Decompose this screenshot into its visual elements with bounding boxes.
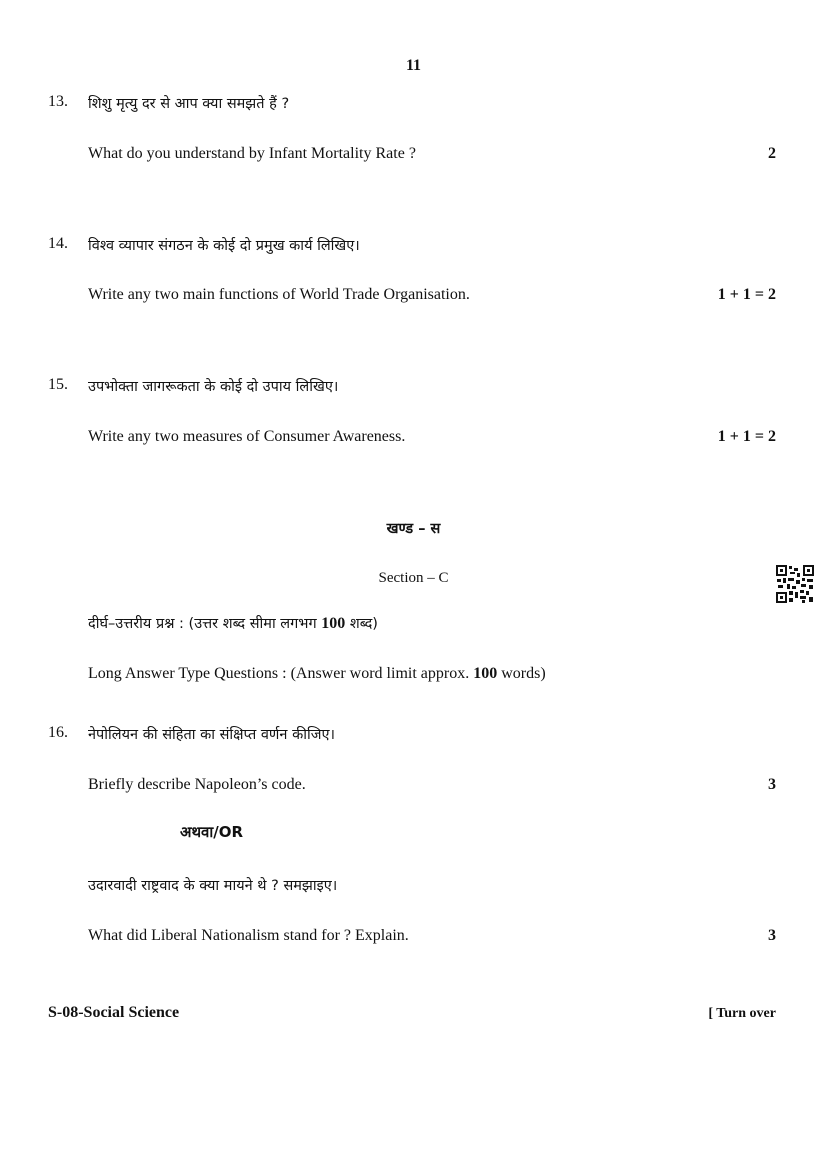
question-14-hindi: विश्व व्यापार संगठन के कोई दो प्रमुख कार्य लिखिए। bbox=[88, 238, 360, 254]
instr-en-word-limit: 100 bbox=[473, 665, 498, 682]
instr-hindi-suffix: शब्द) bbox=[345, 616, 378, 632]
question-16-alt-english: What did Liberal Nationalism stand for ? Explain. bbox=[88, 927, 409, 944]
question-13-marks: 2 bbox=[768, 145, 776, 162]
question-14-english: Write any two main functions of World Trade Organisation. bbox=[88, 286, 470, 303]
question-16-alt-marks: 3 bbox=[768, 927, 776, 944]
instr-hindi-text: दीर्घ–उत्तरीय प्रश्न : (उत्तर शब्द सीमा लगभग bbox=[88, 616, 322, 632]
section-instructions-hindi bbox=[88, 613, 378, 633]
section-heading-hindi: खण्ड – स bbox=[386, 521, 441, 537]
question-15-marks: 1 + 1 = 2 bbox=[717, 428, 776, 445]
question-15-number: 15. bbox=[48, 376, 68, 393]
question-15-english: Write any two measures of Consumer Awareness. bbox=[88, 428, 406, 445]
instr-en-text: Long Answer Type Questions : (Answer word limit approx. bbox=[88, 665, 474, 682]
question-16-english: Briefly describe Napoleon’s code. bbox=[88, 776, 306, 793]
question-16-marks: 3 bbox=[768, 776, 776, 793]
question-13-hindi: शिशु मृत्यु दर से आप क्या समझते हैं ? bbox=[88, 96, 290, 112]
question-16-alt-hindi: उदारवादी राष्ट्रवाद के क्या मायने थे ? समझाइए। bbox=[88, 878, 338, 894]
question-16-hindi: नेपोलियन की संहिता का संक्षिप्त वर्णन कीजिए। bbox=[88, 727, 335, 743]
or-label: अथवा/OR bbox=[180, 823, 244, 841]
question-14-number: 14. bbox=[48, 235, 68, 252]
footer-subject-code: S-08-Social Science bbox=[48, 1004, 180, 1021]
qr-code-icon bbox=[775, 564, 815, 604]
question-16-number: 16. bbox=[48, 724, 68, 741]
section-instructions-english bbox=[88, 665, 546, 683]
section-heading-english: Section – C bbox=[378, 570, 449, 586]
question-13-english: What do you understand by Infant Mortality Rate ? bbox=[88, 145, 416, 162]
question-15-hindi: उपभोक्ता जागरूकता के कोई दो उपाय लिखिए। bbox=[88, 379, 339, 395]
footer-turn-over: [ Turn over bbox=[708, 1006, 776, 1021]
question-14-marks: 1 + 1 = 2 bbox=[717, 286, 776, 303]
instr-hindi-word-limit: 100 bbox=[321, 615, 346, 632]
page-number: 11 bbox=[405, 57, 422, 74]
instr-en-suffix: words) bbox=[497, 665, 546, 682]
question-13-number: 13. bbox=[48, 93, 68, 110]
